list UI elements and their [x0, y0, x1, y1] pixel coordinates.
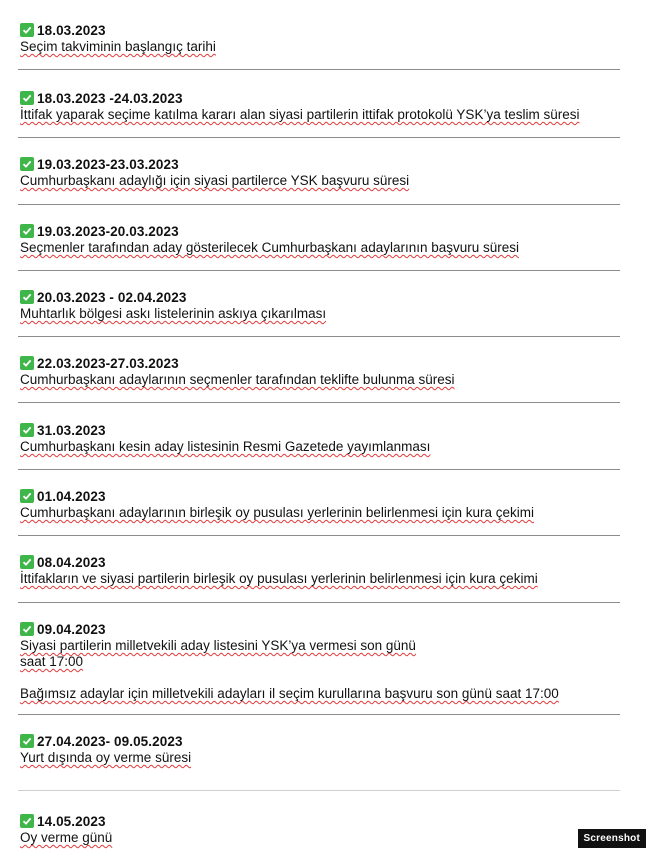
timeline-entry — [20, 812, 620, 846]
check-box-icon — [20, 290, 34, 304]
entry-description: Bağımsız adaylar için milletvekili adayları il seçim kurullarına başvuru son günü saat 17:00 — [20, 686, 559, 701]
entry-date-line — [20, 288, 620, 306]
divider — [18, 790, 620, 791]
divider — [18, 336, 620, 337]
check-box-icon — [20, 356, 34, 370]
entry-date-line — [20, 553, 620, 571]
entry-date: 14.05.2023 — [37, 813, 106, 829]
entry-description: Cumhurbaşkanı adaylarının birleşik oy pusulası yerlerinin belirlenmesi için kura çekimi — [20, 505, 534, 520]
entry-date-line — [20, 732, 620, 750]
entry-date: 09.04.2023 — [37, 621, 106, 637]
entry-date: 22.03.2023-27.03.2023 — [37, 355, 179, 371]
entry-date-line — [20, 155, 620, 173]
entry-date: 27.04.2023- 09.05.2023 — [37, 733, 183, 749]
entry-description: İttifakların ve siyasi partilerin birleşik oy pusulası yerlerinin belirlenmesi için kura çekimi — [20, 571, 538, 586]
entry-date: 08.04.2023 — [37, 554, 106, 570]
divider — [18, 204, 620, 205]
entry-description: Muhtarlık bölgesi askı listelerinin askıya çıkarılması — [20, 306, 327, 321]
timeline-entry — [20, 89, 620, 123]
entry-description: Cumhurbaşkanı kesin aday listesinin Resmi Gazetede yayımlanması — [20, 439, 431, 454]
timeline-entry — [20, 421, 620, 455]
entry-description: Cumhurbaşkanı adaylığı için siyasi partilerce YSK başvuru süresi — [20, 173, 410, 188]
entry-description: Seçim takviminin başlangıç tarihi — [20, 39, 216, 54]
entry-date: 31.03.2023 — [37, 422, 106, 438]
entry-date-line — [20, 21, 620, 39]
entry-description: Seçmenler tarafından aday gösterilecek Cumhurbaşkanı adaylarının başvuru süresi — [20, 240, 520, 255]
entry-date-line — [20, 89, 620, 107]
entry-description: Cumhurbaşkanı adaylarının seçmenler tarafından teklifte bulunma süresi — [20, 372, 455, 387]
timeline-entry — [20, 354, 620, 388]
check-box-icon — [20, 157, 34, 171]
divider — [18, 69, 620, 70]
divider — [18, 137, 620, 138]
entry-date: 19.03.2023-23.03.2023 — [37, 156, 179, 172]
check-box-icon — [20, 423, 34, 437]
entry-date: 18.03.2023 — [37, 22, 106, 38]
timeline-entry — [20, 21, 620, 55]
entry-date: 19.03.2023-20.03.2023 — [37, 223, 179, 239]
entry-description: Siyasi partilerin milletvekili aday listesini YSK’ya vermesi son günü — [20, 638, 416, 653]
timeline-entry — [20, 732, 620, 766]
check-box-icon — [20, 91, 34, 105]
entry-date-line — [20, 222, 620, 240]
check-box-icon — [20, 734, 34, 748]
divider — [18, 602, 620, 603]
entry-description: Oy verme günü — [20, 830, 113, 845]
entry-description: saat 17:00 — [20, 654, 84, 669]
entry-date-line — [20, 354, 620, 372]
divider — [18, 270, 620, 271]
entry-description: Yurt dışında oy verme süresi — [20, 750, 192, 765]
entry-date: 01.04.2023 — [37, 488, 106, 504]
check-box-icon — [20, 23, 34, 37]
entry-date-line — [20, 812, 620, 830]
entry-date-line — [20, 421, 620, 439]
entry-date-line — [20, 620, 620, 638]
entry-date-line — [20, 487, 620, 505]
divider — [18, 469, 620, 470]
divider — [18, 535, 620, 536]
entry-date: 20.03.2023 - 02.04.2023 — [37, 289, 187, 305]
timeline-entry — [20, 155, 620, 189]
entry-date: 18.03.2023 -24.03.2023 — [37, 90, 183, 106]
screenshot-badge: Screenshot — [578, 829, 646, 848]
check-box-icon — [20, 224, 34, 238]
timeline-entry — [20, 222, 620, 256]
check-box-icon — [20, 622, 34, 636]
check-box-icon — [20, 814, 34, 828]
check-box-icon — [20, 489, 34, 503]
timeline-entry — [20, 553, 620, 587]
timeline-entry — [20, 620, 620, 702]
timeline-entry — [20, 487, 620, 521]
divider — [18, 402, 620, 403]
check-box-icon — [20, 555, 34, 569]
entry-description: İttifak yaparak seçime katılma kararı alan siyasi partilerin ittifak protokolü YSK’ya teslim süresi — [20, 107, 580, 122]
timeline-entry — [20, 288, 620, 322]
divider — [18, 714, 620, 715]
